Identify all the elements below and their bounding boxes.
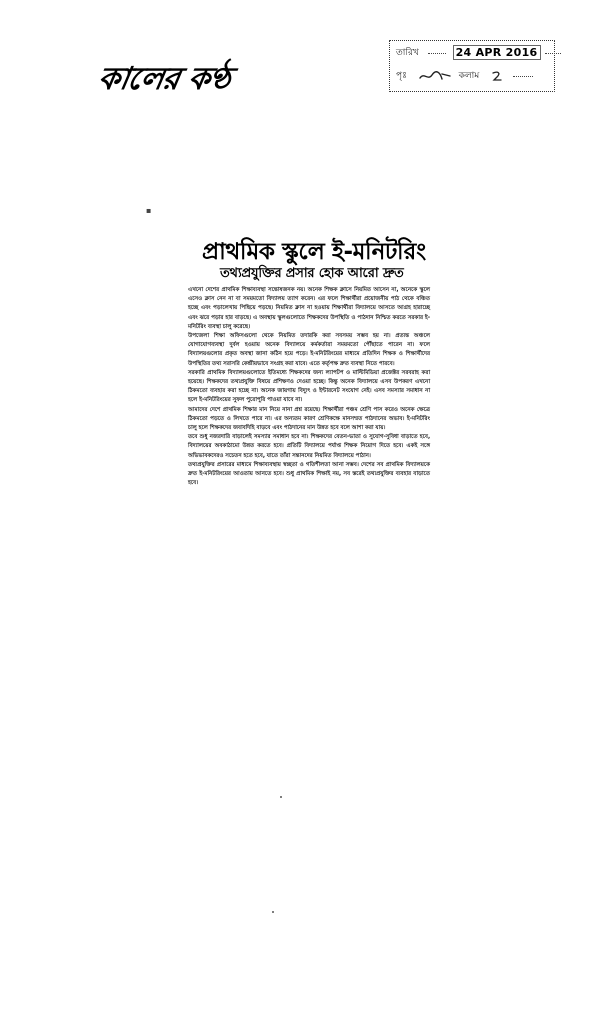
article-paragraph: তথ্যপ্রযুক্তির প্রসারের মাধ্যমে শিক্ষাব্যবস্থায় স্বচ্ছতা ও গতিশীলতা আনা সম্ভব। দেশের সব প্রাথমিক বিদ্যালয়কে দ্রুত ই-মনিটরিংয়ের আওতায় আনতে হবে। শুধু প্রাথমিক শিক্ষাই নয়, সব স্তরেই তথ্যপ্রযুক্তির ব্যবহার বাড়াতে হবে। — [188, 461, 430, 487]
handwritten-column-number-icon — [490, 70, 504, 82]
stamp-dotted-line — [513, 75, 533, 77]
handwritten-page-number-icon — [418, 70, 452, 82]
scan-dot — [272, 911, 274, 913]
article-body — [188, 286, 430, 488]
stamp-date-row — [396, 45, 563, 60]
article-paragraph: আমাদের দেশে প্রাথমিক শিক্ষার মান নিয়ে নানা প্রশ্ন রয়েছে। শিক্ষার্থীরা পঞ্চম শ্রেণি পাস করেও অনেক ক্ষেত্রে ঠিকমতো পড়তে ও লিখতে পারে না। এর অন্যতম কারণ শ্রেণিকক্ষে মানসম্মত পাঠদানের অভাব। ই-মনিটরিং চালু হলে শিক্ষকদের জবাবদিহি বাড়বে এবং পাঠদানের মান উন্নত হবে বলে আশা করা যায়। — [188, 406, 430, 432]
newspaper-masthead: কালের কণ্ঠ — [95, 61, 233, 97]
stamp-page-row — [396, 68, 535, 83]
article-paragraph: এখনো দেশের প্রাথমিক শিক্ষাব্যবস্থা সন্তোষজনক নয়। অনেক শিক্ষক ক্লাসে নিয়মিত আসেন না, অনেকে স্কুলে এসেও ক্লাস নেন না বা সময়মতো বিদ্যালয় ত্যাগ করেন। এর ফলে শিক্ষার্থীরা প্রয়োজনীয় পাঠ থেকে বঞ্চিত হচ্ছে এবং পড়ালেখায় পিছিয়ে পড়ছে। নিয়মিত ক্লাস না হওয়ায় শিক্ষার্থীরা বিদ্যালয়ে আসতে আগ্রহ হারাচ্ছে এবং ঝরে পড়ার হার বাড়ছে। এ অবস্থায় স্কুলগুলোতে শিক্ষকদের উপস্থিতি ও পাঠদান নিশ্চিত করতে সরকার ই-মনিটরিং ব্যবস্থা চালু করেছে। — [188, 287, 430, 330]
stamp-date-value: 24 APR 2016 — [453, 45, 541, 60]
stamp-dotted-line — [428, 52, 446, 54]
article-paragraph: তবে শুধু নজরদারি বাড়ালেই সমস্যার সমাধান হবে না। শিক্ষকদের বেতন-ভাতা ও সুযোগ-সুবিধা বাড়াতে হবে, বিদ্যালয়ের অবকাঠামো উন্নত করতে হবে। প্রতিটি বিদ্যালয়ে পর্যাপ্ত শিক্ষক নিয়োগ দিতে হবে। একই সঙ্গে অভিভাবকদেরও সচেতন হতে হবে, যাতে তাঁরা সন্তানদের নিয়মিত বিদ্যালয়ে পাঠান। — [188, 434, 430, 459]
stamp-page-label: পৃঃ — [396, 71, 407, 81]
article-paragraph: উপজেলা শিক্ষা অফিসগুলো থেকে নিয়মিত তদারকি করা সবসময় সম্ভব হয় না। প্রত্যন্ত অঞ্চলে যোগাযোগব্যবস্থা দুর্বল হওয়ায় অনেক বিদ্যালয়ে কর্মকর্তারা সময়মতো পৌঁছাতে পারেন না। ফলে বিদ্যালয়গুলোর প্রকৃত অবস্থা জানা কঠিন হয়ে পড়ে। ই-মনিটরিংয়ের মাধ্যমে প্রতিদিন শিক্ষক ও শিক্ষার্থীদের উপস্থিতির তথ্য সরাসরি কেন্দ্রীয়ভাবে সংগ্রহ করা যাবে। এতে কর্তৃপক্ষ দ্রুত ব্যবস্থা নিতে পারবে। — [188, 333, 430, 367]
article-subheadline: তথ্যপ্রযুক্তির প্রসার হোক আরো দ্রুত — [220, 266, 404, 281]
article-paragraph: সরকারি প্রাথমিক বিদ্যালয়গুলোতে ইতিমধ্যে শিক্ষকদের জন্য ল্যাপটপ ও মাল্টিমিডিয়া প্রজেক্টর সরবরাহ করা হয়েছে। শিক্ষকদের তথ্যপ্রযুক্তি বিষয়ে প্রশিক্ষণও দেওয়া হচ্ছে। কিন্তু অনেক বিদ্যালয়ে এসব উপকরণ এখনো ঠিকমতো ব্যবহার করা হচ্ছে না। অনেক জায়গায় বিদ্যুৎ ও ইন্টারনেট সংযোগ নেই। এসব সমস্যার সমাধান না হলে ই-মনিটরিংয়ের সুফল পুরোপুরি পাওয়া যাবে না। — [188, 369, 430, 404]
archive-stamp — [389, 40, 555, 92]
stamp-dotted-line — [545, 52, 561, 54]
stamp-column-label: কলাম — [458, 71, 480, 81]
scan-dot — [280, 796, 282, 798]
article-headline: প্রাথমিক স্কুলে ই-মনিটরিং — [202, 239, 426, 265]
scan-speck: ▪ — [146, 206, 152, 215]
stamp-date-label: তারিখ — [396, 48, 419, 58]
